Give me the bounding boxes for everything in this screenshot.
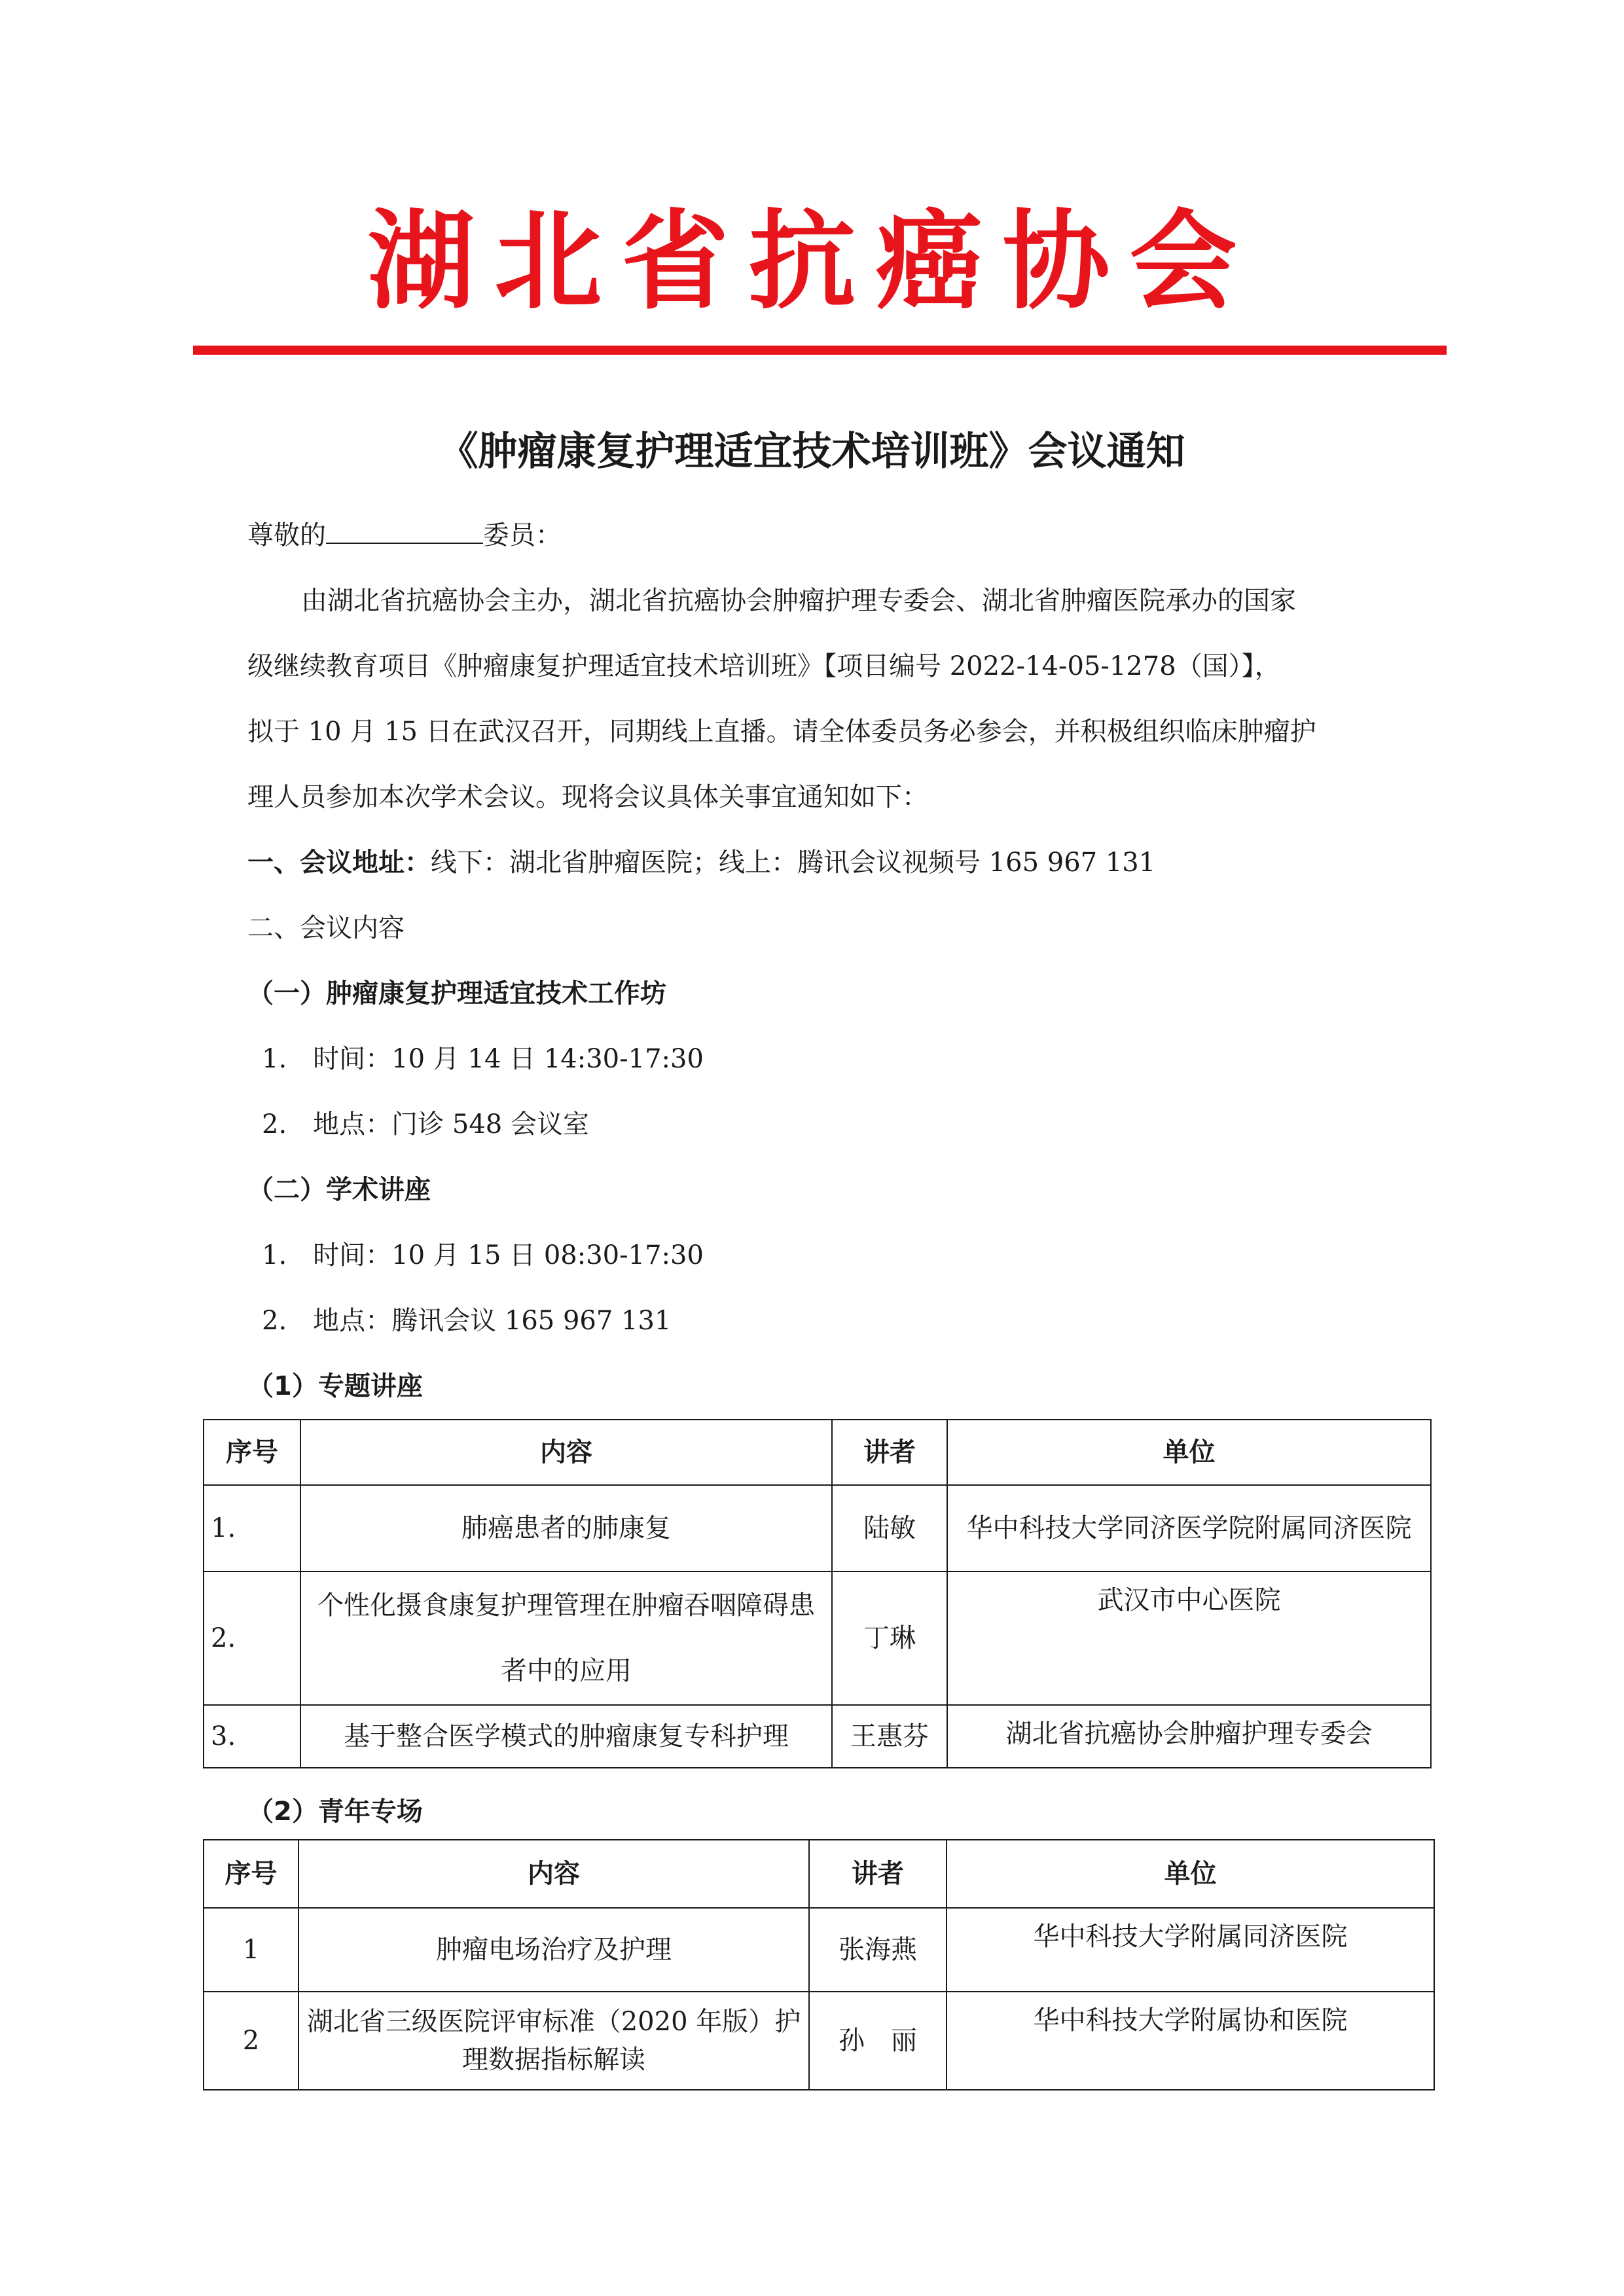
intro-line-4: 理人员参加本次学术会议。现将会议具体关事宜通知如下： xyxy=(247,782,928,812)
row-number: 2 xyxy=(204,1992,298,2090)
col-header-speaker: 讲者 xyxy=(832,1420,947,1485)
workshop-item xyxy=(262,1039,704,1079)
row-number: 1. xyxy=(204,1485,300,1571)
table-row xyxy=(204,1485,1431,1571)
row-number: 2. xyxy=(204,1571,300,1705)
section-address-text: 线下：湖北省肿瘤医院；线上：腾讯会议视频号 165 967 131 xyxy=(431,848,1156,878)
col-header-number: 序号 xyxy=(204,1420,300,1485)
workshop-item-number: 1. xyxy=(262,1044,287,1074)
table-row xyxy=(204,1705,1431,1768)
row-speaker: 王惠芬 xyxy=(832,1705,947,1768)
section-address-label: 一、会议地址： xyxy=(247,848,431,878)
table-header-row xyxy=(204,1420,1431,1485)
lecture-item xyxy=(262,1236,704,1275)
lecture-item-number: 2. xyxy=(262,1306,287,1336)
workshop-item-text: 时间：10 月 14 日 14:30-17:30 xyxy=(313,1044,704,1074)
row-unit: 湖北省抗癌协会肿瘤护理专委会 xyxy=(947,1705,1431,1768)
row-speaker: 陆敏 xyxy=(832,1485,947,1571)
table-header-row xyxy=(204,1840,1434,1908)
lecture-item-text: 地点：腾讯会议 165 967 131 xyxy=(313,1306,672,1336)
col-header-number: 序号 xyxy=(204,1840,298,1908)
row-number: 3. xyxy=(204,1705,300,1768)
workshop-item-number: 2. xyxy=(262,1109,287,1139)
letterhead-divider xyxy=(193,346,1447,355)
row-content: 肿瘤电场治疗及护理 xyxy=(298,1908,809,1992)
row-speaker: 张海燕 xyxy=(809,1908,947,1992)
intro-line-3: 拟于 10 月 15 日在武汉召开，同期线上直播。请全体委员务必参会，并积极组织临床肿瘤护 xyxy=(247,717,1316,747)
special-lecture-table xyxy=(203,1419,1432,1768)
row-content: 基于整合医学模式的肿瘤康复专科护理 xyxy=(300,1705,832,1768)
letterhead-title: 湖北省抗癌协会 xyxy=(367,199,1257,324)
row-content: 个性化摄食康复护理管理在肿瘤吞咽障碍患者中的应用 xyxy=(300,1571,832,1705)
row-unit: 武汉市中心医院 xyxy=(947,1571,1431,1705)
col-header-content: 内容 xyxy=(298,1840,809,1908)
row-speaker: 丁琳 xyxy=(832,1571,947,1705)
salutation-suffix: 委员： xyxy=(483,520,562,550)
row-number: 1 xyxy=(204,1908,298,1992)
lecture-item-text: 时间：10 月 15 日 08:30-17:30 xyxy=(313,1240,704,1270)
salutation xyxy=(247,516,562,555)
workshop-item-text: 地点：门诊 548 会议室 xyxy=(313,1109,589,1139)
youth-session-table xyxy=(203,1839,1435,2090)
intro-line-1: 由湖北省抗癌协会主办，湖北省抗癌协会肿瘤护理专委会、湖北省肿瘤医院承办的国家 xyxy=(301,586,1296,616)
row-unit: 华中科技大学附属同济医院 xyxy=(947,1908,1434,1992)
table-row xyxy=(204,1571,1431,1705)
col-header-speaker: 讲者 xyxy=(809,1840,947,1908)
table-row xyxy=(204,1908,1434,1992)
row-content: 湖北省三级医院评审标准（2020 年版）护理数据指标解读 xyxy=(298,1992,809,2090)
row-unit: 华中科技大学同济医学院附属同济医院 xyxy=(947,1485,1431,1571)
section-content-heading: 二、会议内容 xyxy=(247,913,405,943)
salutation-prefix: 尊敬的 xyxy=(247,520,326,550)
section-address xyxy=(247,843,1155,882)
row-speaker: 孙 丽 xyxy=(809,1992,947,2090)
lecture-item xyxy=(262,1301,671,1340)
lecture-item-number: 1. xyxy=(262,1240,287,1270)
workshop-heading: （一）肿瘤康复护理适宜技术工作坊 xyxy=(247,978,666,1009)
row-content: 肺癌患者的肺康复 xyxy=(300,1485,832,1571)
col-header-unit: 单位 xyxy=(947,1420,1431,1485)
table1-heading: （1）专题讲座 xyxy=(247,1371,423,1401)
table2-heading: （2）青年专场 xyxy=(247,1797,423,1827)
col-header-unit: 单位 xyxy=(947,1840,1434,1908)
intro-line-2: 级继续教育项目《肿瘤康复护理适宜技术培训班》【项目编号 2022-14-05-1278（国）】， xyxy=(247,651,1281,681)
table-row xyxy=(204,1992,1434,2090)
workshop-item xyxy=(262,1105,589,1144)
col-header-content: 内容 xyxy=(300,1420,832,1485)
lecture-heading: （二）学术讲座 xyxy=(247,1175,431,1205)
name-blank xyxy=(326,516,483,544)
notice-title: 《肿瘤康复护理适宜技术培训班》会议通知 xyxy=(439,429,1185,475)
row-unit: 华中科技大学附属协和医院 xyxy=(947,1992,1434,2090)
